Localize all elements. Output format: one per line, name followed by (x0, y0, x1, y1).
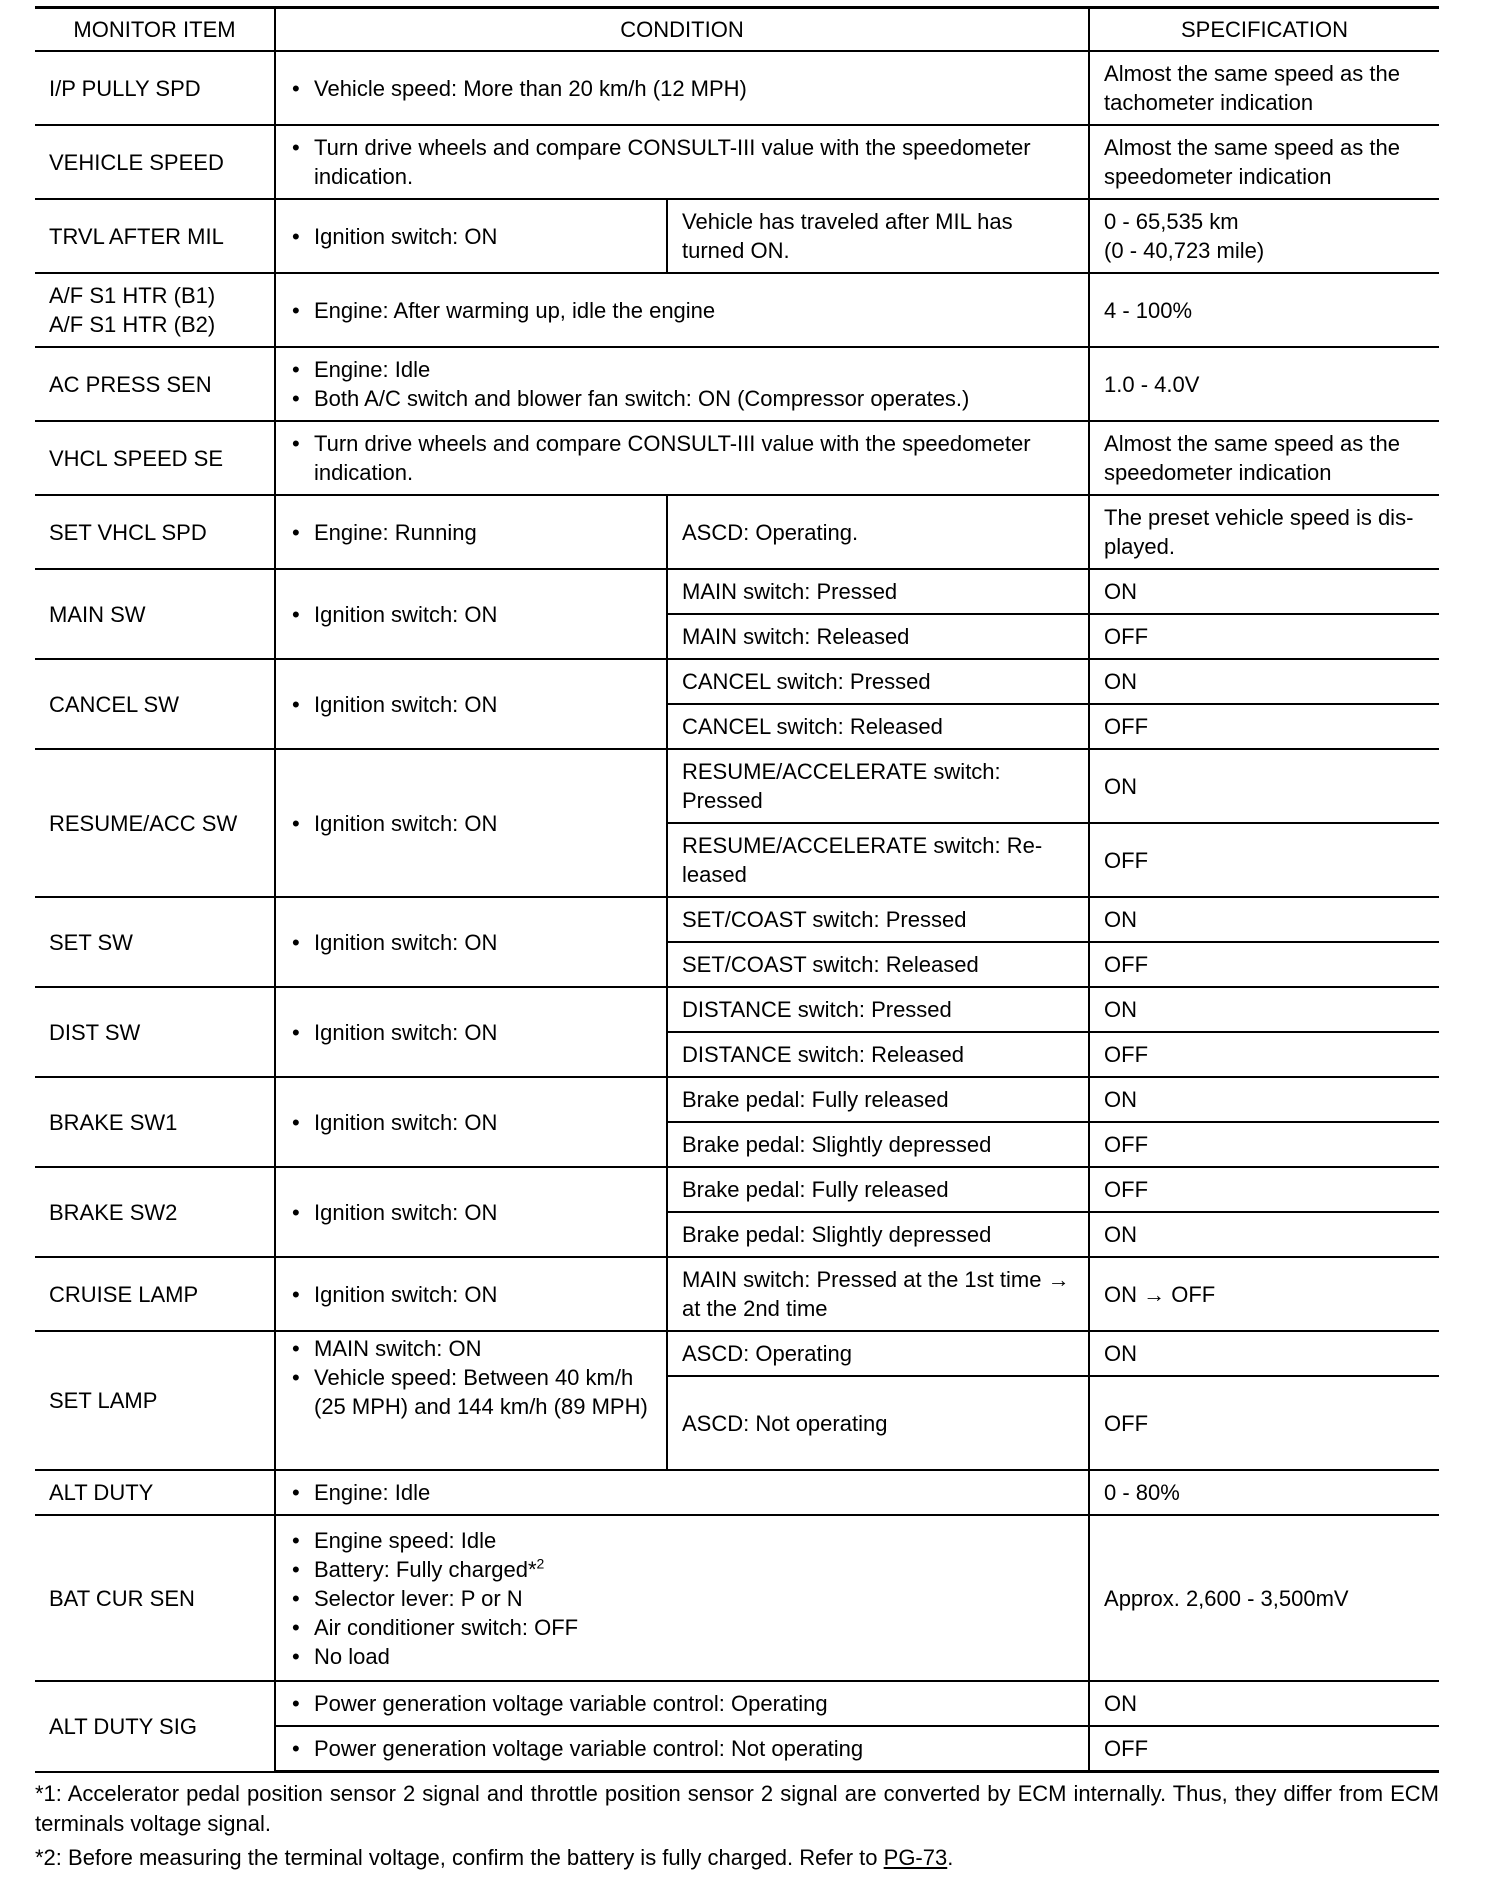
monitor-item: DIST SW (35, 987, 275, 1077)
sub-condition: CANCEL switch: Released (667, 704, 1089, 749)
monitor-spec-document (35, 6, 1439, 1877)
monitor-item: RESUME/ACC SW (35, 749, 275, 897)
table-row (35, 1077, 1439, 1122)
sub-condition: ASCD: Operating. (667, 495, 1089, 569)
table-row (35, 1331, 1439, 1376)
condition-bullet: • Ignition switch: ON (290, 690, 654, 719)
condition-bullet: • Ignition switch: ON (290, 809, 654, 838)
footnote-2 (35, 1843, 1439, 1873)
table-row (35, 495, 1439, 569)
header-monitor-item: MONITOR ITEM (35, 8, 275, 52)
sub-condition: RESUME/ACCELERATE switch: Re-leased (667, 823, 1089, 897)
condition-bullet: • Engine: After warming up, idle the engine (290, 296, 1076, 325)
condition (275, 1331, 667, 1470)
sub-condition: SET/COAST switch: Released (667, 942, 1089, 987)
condition-bullet: • Engine: Running (290, 518, 654, 547)
monitor-item: CRUISE LAMP (35, 1257, 275, 1331)
table-row (35, 51, 1439, 125)
monitor-item: BRAKE SW2 (35, 1167, 275, 1257)
sub-condition: Brake pedal: Slightly depressed (667, 1122, 1089, 1167)
specification: Approx. 2,600 - 3,500mV (1089, 1515, 1439, 1681)
condition-text: Battery: Fully charged* (314, 1556, 537, 1582)
table-row (35, 1681, 1439, 1726)
condition-bullet: • Turn drive wheels and compare CONSULT-III value with the speedometer indication. (290, 429, 1076, 487)
table-row (35, 1515, 1439, 1681)
table-row (35, 1470, 1439, 1515)
specification: ON (1089, 1331, 1439, 1376)
condition (275, 1257, 667, 1331)
sub-condition: Brake pedal: Fully released (667, 1077, 1089, 1122)
condition (275, 51, 1089, 125)
specification: 1.0 - 4.0V (1089, 347, 1439, 421)
condition-bullet: • Selector lever: P or N (290, 1584, 1076, 1613)
condition (275, 897, 667, 987)
monitor-item: CANCEL SW (35, 659, 275, 749)
condition (275, 1515, 1089, 1681)
specification: ON (1089, 1077, 1439, 1122)
condition-bullet: • Ignition switch: ON (290, 1018, 654, 1047)
condition (275, 273, 1089, 347)
condition-bullet: • Vehicle speed: More than 20 km/h (12 MPH) (290, 74, 1076, 103)
pg-73-link[interactable]: PG-73 (883, 1845, 948, 1870)
sub-condition: DISTANCE switch: Pressed (667, 987, 1089, 1032)
sub-condition: Vehicle has traveled after MIL has turned ON. (667, 199, 1089, 273)
monitor-item: VEHICLE SPEED (35, 125, 275, 199)
table-row (35, 569, 1439, 614)
table-row (35, 1257, 1439, 1331)
specification: OFF (1089, 1032, 1439, 1077)
condition-bullet: • Power generation voltage variable control: Not operating (290, 1734, 1076, 1763)
specification: OFF (1089, 823, 1439, 897)
sub-condition: CANCEL switch: Pressed (667, 659, 1089, 704)
monitor-spec-table (35, 6, 1439, 1773)
header-condition: CONDITION (275, 8, 1089, 52)
specification: The preset vehicle speed is dis-played. (1089, 495, 1439, 569)
specification: 4 - 100% (1089, 273, 1439, 347)
condition-bullet: • Engine: Idle (290, 355, 1076, 384)
sub-condition: MAIN switch: Pressed at the 1st time → at the 2nd time (667, 1257, 1089, 1331)
table-row (35, 897, 1439, 942)
monitor-item: ALT DUTY SIG (35, 1681, 275, 1772)
condition (275, 659, 667, 749)
footnotes (35, 1779, 1439, 1873)
sub-condition: DISTANCE switch: Released (667, 1032, 1089, 1077)
condition-bullet: • Ignition switch: ON (290, 600, 654, 629)
condition-bullet: • No load (290, 1642, 1076, 1671)
specification: ON (1089, 659, 1439, 704)
sub-condition: RESUME/ACCELERATE switch: Pressed (667, 749, 1089, 823)
monitor-item: BRAKE SW1 (35, 1077, 275, 1167)
condition (275, 1681, 1089, 1726)
specification: OFF (1089, 704, 1439, 749)
table-header-row (35, 8, 1439, 52)
table-row (35, 421, 1439, 495)
monitor-item: SET VHCL SPD (35, 495, 275, 569)
monitor-item (35, 273, 275, 347)
specification: Almost the same speed as the speedometer indication (1089, 421, 1439, 495)
monitor-item-line: A/F S1 HTR (B2) (49, 312, 216, 337)
condition (275, 125, 1089, 199)
condition (275, 1077, 667, 1167)
monitor-item: VHCL SPEED SE (35, 421, 275, 495)
specification: OFF (1089, 942, 1439, 987)
table-row (35, 199, 1439, 273)
condition-bullet: • Engine: Idle (290, 1478, 1076, 1507)
monitor-item-line: A/F S1 HTR (B1) (49, 283, 216, 308)
footnote-marker: 2 (536, 1555, 545, 1572)
monitor-item: SET SW (35, 897, 275, 987)
monitor-item: SET LAMP (35, 1331, 275, 1470)
specification: ON (1089, 1212, 1439, 1257)
monitor-item: I/P PULLY SPD (35, 51, 275, 125)
specification: OFF (1089, 1167, 1439, 1212)
specification: Almost the same speed as the tachometer indication (1089, 51, 1439, 125)
monitor-item: TRVL AFTER MIL (35, 199, 275, 273)
condition-bullet: • Ignition switch: ON (290, 222, 654, 251)
condition (275, 421, 1089, 495)
condition-bullet: • Power generation voltage variable control: Operating (290, 1689, 1076, 1718)
condition-bullet: • Both A/C switch and blower fan switch: ON (Compressor operates.) (290, 384, 1076, 413)
specification: OFF (1089, 1376, 1439, 1470)
sub-condition: SET/COAST switch: Pressed (667, 897, 1089, 942)
monitor-item: MAIN SW (35, 569, 275, 659)
table-row (35, 749, 1439, 823)
monitor-item: BAT CUR SEN (35, 1515, 275, 1681)
condition-bullet: • Ignition switch: ON (290, 1198, 654, 1227)
specification: OFF (1089, 1122, 1439, 1167)
footnote-2-end: . (947, 1845, 954, 1870)
specification: ON (1089, 987, 1439, 1032)
spec-line: 0 - 65,535 km (1104, 209, 1239, 234)
specification: ON → OFF (1089, 1257, 1439, 1331)
condition (275, 347, 1089, 421)
monitor-item: AC PRESS SEN (35, 347, 275, 421)
specification: OFF (1089, 614, 1439, 659)
table-row (35, 1167, 1439, 1212)
condition-bullet: • Vehicle speed: Between 40 km/h (25 MPH) and 144 km/h (89 MPH) (290, 1363, 654, 1421)
specification (1089, 199, 1439, 273)
specification: ON (1089, 1681, 1439, 1726)
specification: 0 - 80% (1089, 1470, 1439, 1515)
condition (275, 987, 667, 1077)
sub-condition: MAIN switch: Released (667, 614, 1089, 659)
condition (275, 1167, 667, 1257)
specification: ON (1089, 897, 1439, 942)
specification: OFF (1089, 1726, 1439, 1772)
condition (275, 1470, 1089, 1515)
table-row (35, 987, 1439, 1032)
table-row (35, 659, 1439, 704)
footnote-1: *1: Accelerator pedal position sensor 2 signal and throttle position sensor 2 signal are converted by ECM internally. Thus, they differ from ECM terminals voltage signal. (35, 1781, 1439, 1836)
specification: ON (1089, 749, 1439, 823)
condition (275, 495, 667, 569)
sub-condition: Brake pedal: Fully released (667, 1167, 1089, 1212)
condition (275, 1726, 1089, 1772)
sub-condition: ASCD: Operating (667, 1331, 1089, 1376)
condition-bullet: • MAIN switch: ON (290, 1334, 654, 1363)
condition-bullet: • Ignition switch: ON (290, 1280, 654, 1309)
table-row (35, 273, 1439, 347)
condition-bullet: • Engine speed: Idle (290, 1526, 1076, 1555)
sub-condition: MAIN switch: Pressed (667, 569, 1089, 614)
condition-bullet: • Turn drive wheels and compare CONSULT-III value with the speedometer indication. (290, 133, 1076, 191)
condition-bullet: • Ignition switch: ON (290, 1108, 654, 1137)
header-specification: SPECIFICATION (1089, 8, 1439, 52)
specification: Almost the same speed as the speedometer indication (1089, 125, 1439, 199)
condition (275, 749, 667, 897)
specification: ON (1089, 569, 1439, 614)
table-row (35, 347, 1439, 421)
table-row (35, 125, 1439, 199)
condition-bullet: • Air conditioner switch: OFF (290, 1613, 1076, 1642)
condition (275, 199, 667, 273)
sub-condition: ASCD: Not operating (667, 1376, 1089, 1470)
sub-condition: Brake pedal: Slightly depressed (667, 1212, 1089, 1257)
footnote-2-text: *2: Before measuring the terminal voltage, confirm the battery is fully charged. Refer to (35, 1845, 884, 1870)
spec-line: (0 - 40,723 mile) (1104, 238, 1265, 263)
condition (275, 569, 667, 659)
monitor-item: ALT DUTY (35, 1470, 275, 1515)
condition-bullet: • Ignition switch: ON (290, 928, 654, 957)
condition-bullet (290, 1555, 1076, 1584)
